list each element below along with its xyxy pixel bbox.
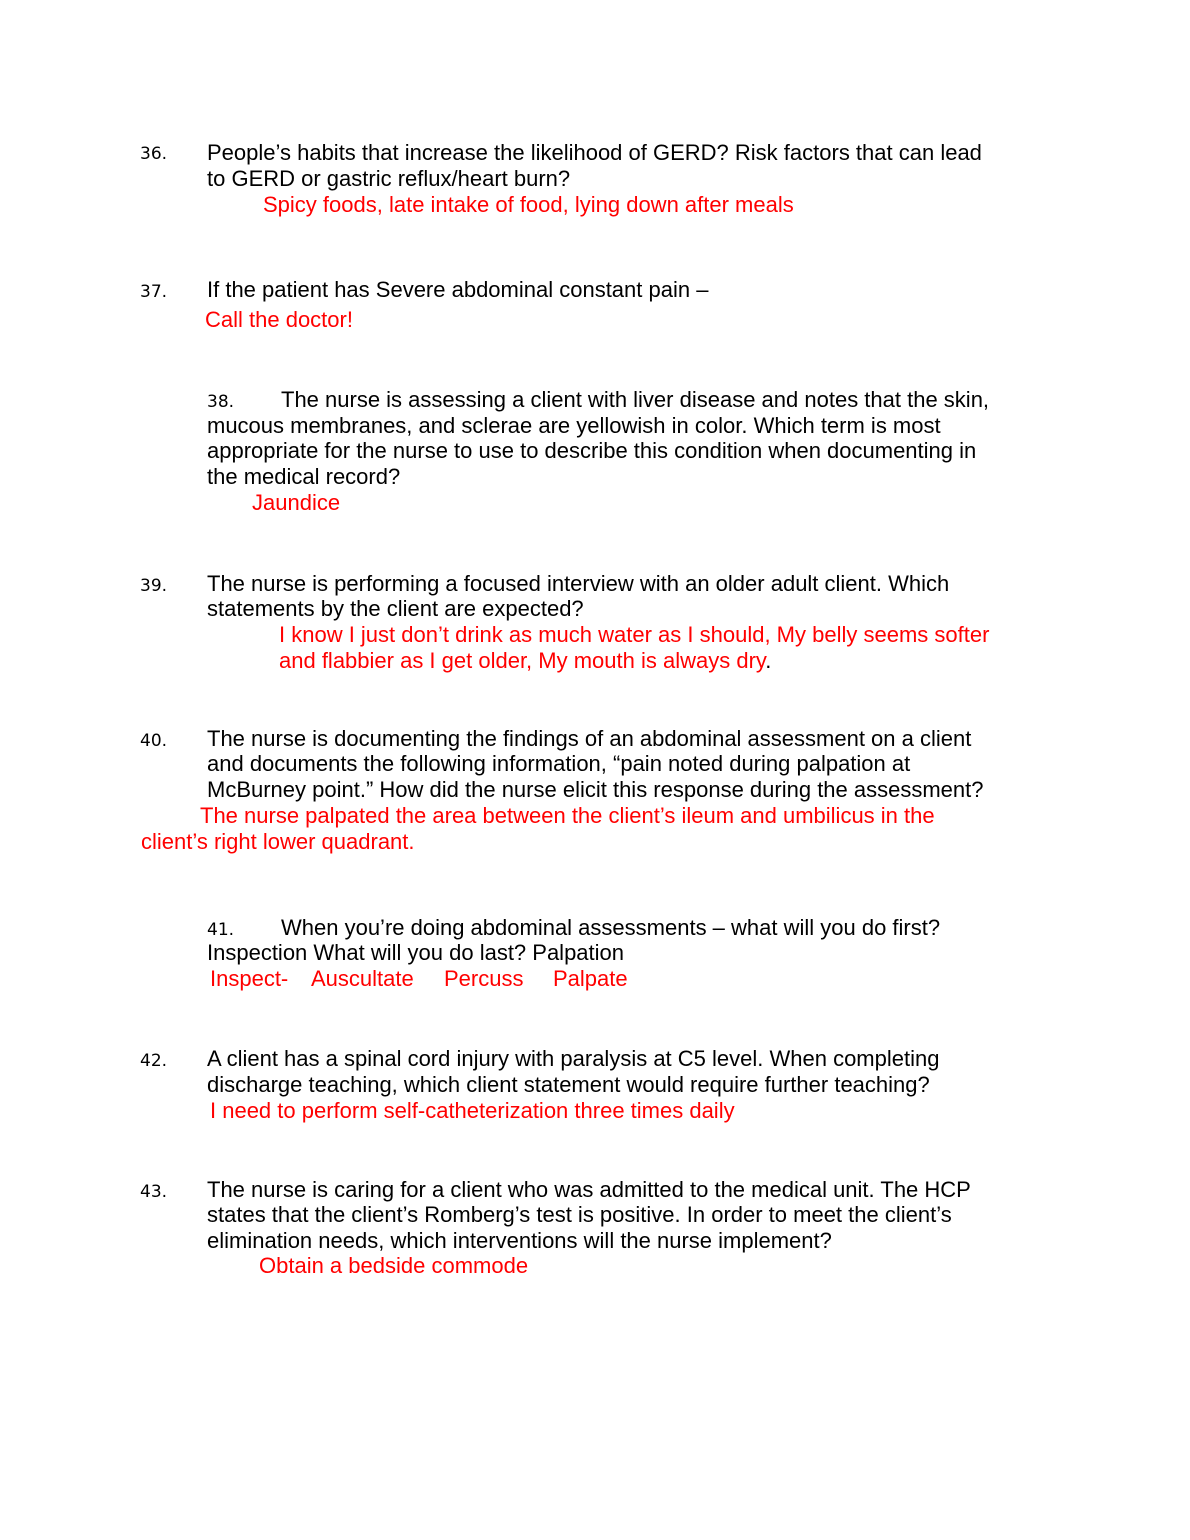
answer-line: Jaundice <box>252 490 341 515</box>
question-line: Inspection What will you do last? Palpation <box>207 940 625 965</box>
item-number: 38. <box>207 392 235 412</box>
question-line: mucous membranes, and sclerae are yellowish in color. Which term is most <box>207 413 941 438</box>
question-line: A client has a spinal cord injury with paralysis at C5 level. When completing <box>207 1046 940 1071</box>
question-line: states that the client’s Romberg’s test is positive. In order to meet the client’s <box>207 1202 952 1227</box>
answer-line: The nurse palpated the area between the client’s ileum and umbilicus in the <box>200 803 935 828</box>
question-line: to GERD or gastric reflux/heart burn? <box>207 166 571 191</box>
answer-line: client’s right lower quadrant. <box>141 829 415 854</box>
question-line: The nurse is assessing a client with liver disease and notes that the skin, <box>281 387 990 412</box>
answer-line: Spicy foods, late intake of food, lying down after meals <box>263 192 794 217</box>
question-line: McBurney point.” How did the nurse elicit this response during the assessment? <box>207 777 984 802</box>
answer-line: I know I just don’t drink as much water as I should, My belly seems softer <box>279 622 990 647</box>
question-line: appropriate for the nurse to use to describe this condition when documenting in <box>207 438 977 463</box>
question-line: discharge teaching, which client statement would require further teaching? <box>207 1072 930 1097</box>
item-number: 43. <box>140 1182 168 1202</box>
item-number: 39. <box>140 576 168 596</box>
answer-step-palpate: Palpate <box>553 966 628 991</box>
answer-line: Call the doctor! <box>205 307 353 332</box>
item-number: 36. <box>140 144 168 164</box>
answer-step-inspect: Inspect- <box>210 966 289 991</box>
answer-step-percuss: Percuss <box>444 966 524 991</box>
question-line: When you’re doing abdominal assessments – what will you do first? <box>281 915 941 940</box>
answer-trailing-period: . <box>765 648 772 673</box>
question-line: statements by the client are expected? <box>207 596 584 621</box>
question-line: People’s habits that increase the likelihood of GERD? Risk factors that can lead <box>207 140 982 165</box>
answer-step-auscultate: Auscultate <box>311 966 414 991</box>
item-number: 41. <box>207 920 235 940</box>
answer-line-wrapper <box>279 648 771 674</box>
question-line: If the patient has Severe abdominal constant pain – <box>207 277 709 302</box>
question-line: the medical record? <box>207 464 401 489</box>
question-line: The nurse is documenting the findings of an abdominal assessment on a client <box>207 726 972 751</box>
answer-line: and flabbier as I get older, My mouth is always dry <box>279 648 766 673</box>
answer-line: I need to perform self-catheterization three times daily <box>210 1098 735 1123</box>
question-line: elimination needs, which interventions will the nurse implement? <box>207 1228 832 1253</box>
question-line: and documents the following information, “pain noted during palpation at <box>207 751 911 776</box>
question-line: The nurse is performing a focused interview with an older adult client. Which <box>207 571 950 596</box>
item-number: 40. <box>140 731 168 751</box>
item-number: 42. <box>140 1051 168 1071</box>
answer-line: Obtain a bedside commode <box>259 1253 529 1278</box>
question-line: The nurse is caring for a client who was admitted to the medical unit. The HCP <box>207 1177 971 1202</box>
item-number: 37. <box>140 282 168 302</box>
